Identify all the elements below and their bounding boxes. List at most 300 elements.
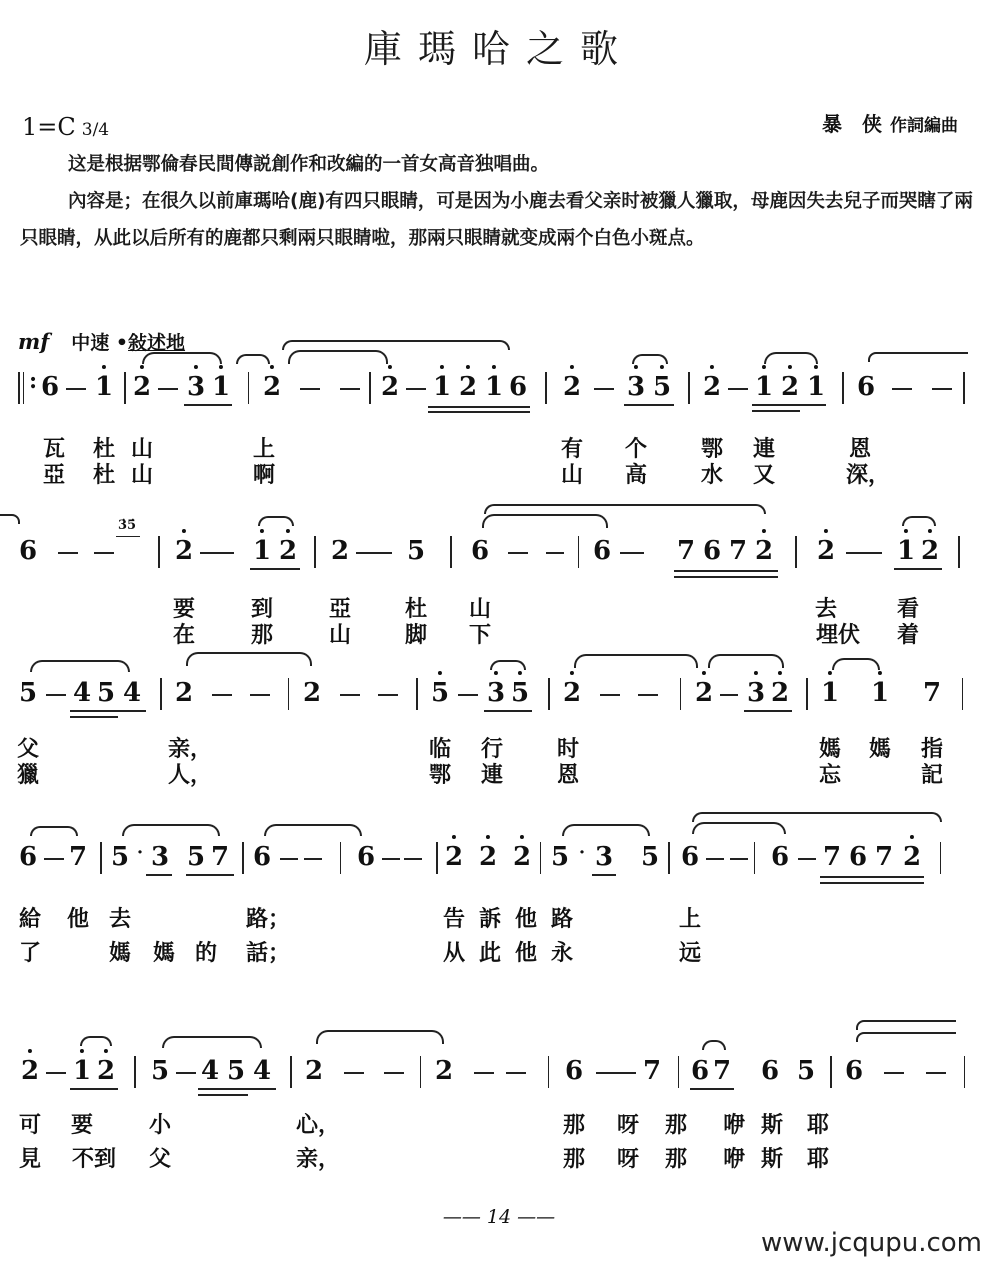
lyric: 永 xyxy=(550,941,574,966)
slur xyxy=(482,514,608,528)
note: 5 xyxy=(226,1056,246,1086)
lyric: 父 xyxy=(148,1147,172,1172)
dash xyxy=(94,552,114,554)
lyric: 父 xyxy=(16,737,40,762)
slur xyxy=(692,822,786,834)
intro-line-2: 內容是；在很久以前庫瑪哈(鹿)有四只眼睛，可是因为小鹿去看父亲时被獵人獵取，母鹿因失去兒子而哭瞎了兩只眼睛，从此以后所有的鹿都只剩兩只眼睛啦，那兩只眼睛就变成兩个白色小斑点。 xyxy=(20,191,973,249)
dash xyxy=(200,552,234,554)
slur xyxy=(80,1036,112,1046)
lyric: 小 xyxy=(148,1113,172,1138)
dash xyxy=(406,388,426,390)
lyric: 山 xyxy=(130,437,154,462)
note: 2 xyxy=(434,1056,454,1086)
lyric: 媽 xyxy=(868,737,892,762)
note: 4 xyxy=(72,678,92,708)
note: 2 xyxy=(781,374,799,400)
dash xyxy=(506,1072,526,1074)
lyric: 路 xyxy=(550,907,574,932)
note: 2 xyxy=(302,678,322,708)
lyric: 見 xyxy=(18,1147,42,1172)
lyric: 此 xyxy=(478,941,502,966)
dash xyxy=(508,552,528,554)
lyric: 告 xyxy=(442,907,466,932)
watermark: www.jcqupu.com xyxy=(761,1228,982,1258)
lyric: 恩 xyxy=(556,763,580,788)
dash xyxy=(600,694,620,696)
note: 5 xyxy=(640,842,660,872)
lyric: 临 xyxy=(428,737,452,762)
lyric: 时 xyxy=(556,737,580,762)
lyric: 要 xyxy=(172,597,196,622)
underline xyxy=(198,1088,276,1090)
barline xyxy=(678,1056,679,1088)
slur xyxy=(490,660,526,670)
slur xyxy=(186,652,312,666)
lyric: 那 xyxy=(664,1113,688,1138)
lyric: 媽 xyxy=(152,941,176,966)
note: 2 xyxy=(903,844,921,870)
slur xyxy=(708,654,784,668)
slur xyxy=(316,1030,444,1044)
dash xyxy=(884,1072,904,1074)
note: 5 xyxy=(511,680,529,706)
lyric: 有 xyxy=(560,437,584,462)
barline xyxy=(842,372,844,404)
lyric: 訴 xyxy=(478,907,502,932)
lyric: 山 xyxy=(130,463,154,488)
underline xyxy=(250,568,300,570)
underline xyxy=(894,568,942,570)
song-title: 庫瑪哈之歌 xyxy=(363,27,634,71)
note: 2 xyxy=(330,536,350,566)
underline xyxy=(820,876,924,878)
barline xyxy=(420,1056,421,1088)
dash xyxy=(596,1072,636,1074)
note: 6 xyxy=(770,842,790,872)
note: 5 xyxy=(186,842,206,872)
note: 6 xyxy=(848,842,868,872)
dash xyxy=(58,552,78,554)
barline xyxy=(958,536,960,568)
author-credit xyxy=(822,108,958,137)
underline xyxy=(752,404,826,406)
dash xyxy=(720,694,738,696)
slur xyxy=(282,340,510,350)
note: 6 xyxy=(844,1056,864,1086)
lyric: 深， xyxy=(845,463,891,488)
dash xyxy=(46,1072,66,1074)
repeat-dots: : xyxy=(28,368,38,394)
lyric: 咿 xyxy=(722,1147,746,1172)
note: 7 xyxy=(874,842,894,872)
underline xyxy=(428,406,530,408)
lyric: 獵 xyxy=(16,763,40,788)
lyric: 斯 xyxy=(760,1147,784,1172)
dash xyxy=(730,858,748,860)
barline xyxy=(248,372,249,404)
barline xyxy=(962,678,963,710)
note: 1 xyxy=(807,374,825,400)
underline xyxy=(744,710,792,712)
note: 2 xyxy=(445,844,463,870)
note: 7 xyxy=(642,1056,662,1086)
dash xyxy=(926,1072,946,1074)
barline xyxy=(340,842,341,874)
note: 5 xyxy=(431,680,449,706)
barline xyxy=(160,678,162,710)
lyric: 忘 xyxy=(818,763,842,788)
barline xyxy=(436,842,438,874)
slur xyxy=(692,812,942,822)
note: 1 xyxy=(253,538,271,564)
underline xyxy=(146,874,172,876)
barline xyxy=(578,536,579,568)
barline xyxy=(314,536,316,568)
note: 5 xyxy=(150,1056,170,1086)
note: 5 xyxy=(96,678,116,708)
lyric: 行 xyxy=(480,737,504,762)
note: 1 xyxy=(433,374,451,400)
lyric: 媽 xyxy=(108,941,132,966)
barline xyxy=(545,372,547,404)
dash xyxy=(458,694,478,696)
dash xyxy=(798,858,816,860)
barline xyxy=(158,536,160,568)
dynamic-marking: mf xyxy=(18,329,50,354)
note: 2 xyxy=(703,374,721,400)
dash xyxy=(932,388,952,390)
lyric: 可 xyxy=(18,1113,42,1138)
note: 6 xyxy=(690,1056,710,1086)
note: 2 xyxy=(381,374,399,400)
time-signature: 3/4 xyxy=(81,120,110,140)
slur xyxy=(632,354,668,364)
slur xyxy=(142,352,222,364)
lyric: 耶 xyxy=(806,1113,830,1138)
lyric: 鄂 xyxy=(428,763,452,788)
dash xyxy=(356,552,392,554)
lyric: 連 xyxy=(480,763,504,788)
underline xyxy=(484,710,532,712)
note: 6 xyxy=(508,372,528,402)
note: 3 xyxy=(627,374,645,400)
lyric: 亲， xyxy=(167,737,213,762)
note: 2 xyxy=(563,374,581,400)
grace-notes: 3̇5̇ xyxy=(118,518,137,533)
dash xyxy=(66,388,86,390)
underline xyxy=(820,882,924,884)
lyric: 山 xyxy=(328,623,352,648)
lyric: 去 xyxy=(108,907,132,932)
barline xyxy=(940,842,941,874)
note: 3 xyxy=(594,842,614,872)
note: 1 xyxy=(485,374,503,400)
lyric: 个 xyxy=(624,437,648,462)
lyric: 記 xyxy=(920,763,944,788)
slur xyxy=(30,660,130,672)
lyric: 杜 xyxy=(92,463,116,488)
lyric: 去 xyxy=(814,597,838,622)
lyric: 了 xyxy=(18,941,42,966)
dash xyxy=(382,858,400,860)
note: 3 xyxy=(187,374,205,400)
note: 5 xyxy=(406,536,426,566)
note: 7 xyxy=(728,536,748,566)
lyric: 鄂 xyxy=(700,437,724,462)
slur xyxy=(832,658,880,670)
note: 2 xyxy=(304,1056,324,1086)
dash xyxy=(474,1072,494,1074)
dash xyxy=(300,388,320,390)
slur xyxy=(902,516,936,526)
lyric: 着 xyxy=(896,623,920,648)
note: 4 xyxy=(200,1056,220,1086)
lyric: 啊 xyxy=(252,463,276,488)
note: 5 xyxy=(653,374,671,400)
barline xyxy=(540,842,541,874)
dash xyxy=(46,694,66,696)
lyric: 恩 xyxy=(848,437,872,462)
slur xyxy=(30,826,78,836)
note: 6 xyxy=(18,536,38,566)
note: 2 xyxy=(174,678,194,708)
lyric: 又 xyxy=(752,463,776,488)
note: · xyxy=(578,842,586,863)
note: 6 xyxy=(856,372,876,402)
key: 1=C xyxy=(22,113,76,141)
barline xyxy=(450,536,452,568)
note: 6 xyxy=(592,536,612,566)
note: 2 xyxy=(459,374,477,400)
dash xyxy=(546,552,564,554)
slur xyxy=(562,824,650,836)
note: 2 xyxy=(513,844,531,870)
lyric: 在 xyxy=(172,623,196,648)
note: 2 xyxy=(279,538,297,564)
dash xyxy=(728,388,748,390)
dash xyxy=(304,858,322,860)
intro-text xyxy=(20,146,980,257)
note: 3 xyxy=(747,680,765,706)
barline xyxy=(754,842,755,874)
lyric: 山 xyxy=(468,597,492,622)
tempo-style: 敍述地 xyxy=(128,332,186,354)
lyric: 高 xyxy=(624,463,648,488)
lyric: 从 xyxy=(442,941,466,966)
slur xyxy=(484,504,766,514)
note: 2 xyxy=(563,680,581,706)
note: 6 xyxy=(356,842,376,872)
lyric: 他 xyxy=(514,907,538,932)
note: 7 xyxy=(68,842,88,872)
barline xyxy=(795,536,797,568)
lyric: 那 xyxy=(562,1147,586,1172)
barline xyxy=(548,1056,549,1088)
note: 6 xyxy=(252,842,272,872)
note: 5 xyxy=(18,678,38,708)
note: 7 xyxy=(922,678,942,708)
note: 2 xyxy=(695,680,713,706)
underline xyxy=(70,1088,118,1090)
lyric: 斯 xyxy=(760,1113,784,1138)
repeat-barline xyxy=(18,372,20,404)
note: 7 xyxy=(210,842,230,872)
note: 7 xyxy=(676,536,696,566)
barline xyxy=(548,678,550,710)
slur xyxy=(702,1040,726,1050)
lyric: 埋伏 xyxy=(815,623,861,648)
lyric: 話； xyxy=(245,941,291,966)
underline xyxy=(592,874,616,876)
barline xyxy=(290,1056,292,1088)
note: 6 xyxy=(564,1056,584,1086)
barline xyxy=(668,842,670,874)
dash xyxy=(176,1072,196,1074)
note: 3 xyxy=(150,842,170,872)
lyric: 远 xyxy=(678,941,702,966)
lyric: 咿 xyxy=(722,1113,746,1138)
lyric: 給 xyxy=(18,907,42,932)
lyric: 人， xyxy=(167,763,213,788)
slur xyxy=(264,824,362,836)
note: 2 xyxy=(97,1058,115,1084)
dash xyxy=(594,388,614,390)
note: 6 xyxy=(702,536,722,566)
note: 5 xyxy=(550,842,570,872)
note: 1 xyxy=(212,374,230,400)
note: 6 xyxy=(760,1056,780,1086)
lyric: 亞 xyxy=(328,597,352,622)
lyric: 路； xyxy=(245,907,291,932)
dash xyxy=(212,694,232,696)
note: 2 xyxy=(263,374,281,400)
dash xyxy=(340,388,360,390)
slur xyxy=(122,824,220,836)
note: 5 xyxy=(796,1056,816,1086)
note: 6 xyxy=(470,536,490,566)
lyric: 脚 xyxy=(404,623,428,648)
dash xyxy=(706,858,724,860)
barline xyxy=(288,678,289,710)
barline xyxy=(416,678,418,710)
lyric: 上 xyxy=(252,437,276,462)
lyric: 山 xyxy=(560,463,584,488)
note: 3 xyxy=(487,680,505,706)
underline xyxy=(184,404,232,406)
dash xyxy=(340,694,360,696)
lyric: 杜 xyxy=(92,437,116,462)
tempo-marking xyxy=(18,328,185,355)
lyric: 瓦 xyxy=(42,437,66,462)
dash xyxy=(404,858,422,860)
lyric: 不到 xyxy=(71,1147,117,1172)
tie-continuation xyxy=(868,352,968,362)
barline xyxy=(680,678,681,710)
lyric: 的 xyxy=(194,941,218,966)
lyric: 那 xyxy=(250,623,274,648)
note: 1 xyxy=(95,374,113,400)
dash xyxy=(638,694,658,696)
dash xyxy=(892,388,912,390)
lyric: 連 xyxy=(752,437,776,462)
lyric: 那 xyxy=(664,1147,688,1172)
dash xyxy=(620,552,644,554)
lyric: 杜 xyxy=(404,597,428,622)
underline xyxy=(428,411,530,413)
tempo-speed: 中速 • xyxy=(71,332,129,354)
slur xyxy=(162,1036,262,1048)
barline xyxy=(964,1056,965,1088)
barline xyxy=(134,1056,136,1088)
barline xyxy=(830,1056,832,1088)
dash xyxy=(280,858,298,860)
underline xyxy=(70,710,146,712)
barline xyxy=(242,842,244,874)
note: 6 xyxy=(40,372,60,402)
underline xyxy=(198,1094,248,1096)
lyric: 上 xyxy=(678,907,702,932)
intro-line-1: 这是根据鄂倫春民間傳説創作和改編的一首女高音独唱曲。 xyxy=(68,154,550,175)
note: · xyxy=(136,842,144,863)
dash xyxy=(44,858,64,860)
underline xyxy=(70,716,118,718)
underline xyxy=(624,404,674,406)
lyric: 到 xyxy=(250,597,274,622)
note: 7 xyxy=(712,1056,732,1086)
note: 1 xyxy=(821,680,839,706)
note: 4 xyxy=(252,1056,272,1086)
barline xyxy=(688,372,690,404)
lyric: 呀 xyxy=(616,1113,640,1138)
repeat-barline xyxy=(23,372,24,404)
underline xyxy=(674,576,778,578)
lyric: 下 xyxy=(468,623,492,648)
underline xyxy=(674,570,778,572)
note: 2 xyxy=(755,538,773,564)
note: 2 xyxy=(771,680,789,706)
slur xyxy=(258,516,294,526)
barline xyxy=(124,372,126,404)
dash xyxy=(384,1072,404,1074)
dash xyxy=(158,388,178,390)
lyric: 亲， xyxy=(295,1147,341,1172)
barline xyxy=(100,842,102,874)
underline xyxy=(186,874,234,876)
underline xyxy=(116,536,140,537)
note: 2 xyxy=(175,538,193,564)
note: 7 xyxy=(822,842,842,872)
dash xyxy=(344,1072,364,1074)
note: 4 xyxy=(122,678,142,708)
lyric: 亞 xyxy=(42,463,66,488)
key-signature xyxy=(22,113,109,141)
note: 1 xyxy=(755,374,773,400)
slur xyxy=(288,350,388,364)
dash xyxy=(378,694,398,696)
lyric: 媽 xyxy=(818,737,842,762)
note: 1 xyxy=(897,538,915,564)
lyric: 看 xyxy=(896,597,920,622)
note: 2 xyxy=(21,1058,39,1084)
author-role: 作詞編曲 xyxy=(890,116,958,136)
underline xyxy=(690,1088,734,1090)
note: 2 xyxy=(817,538,835,564)
slur xyxy=(574,654,698,668)
note: 6 xyxy=(680,842,700,872)
note: 1 xyxy=(73,1058,91,1084)
dash xyxy=(846,552,882,554)
dash xyxy=(250,694,270,696)
